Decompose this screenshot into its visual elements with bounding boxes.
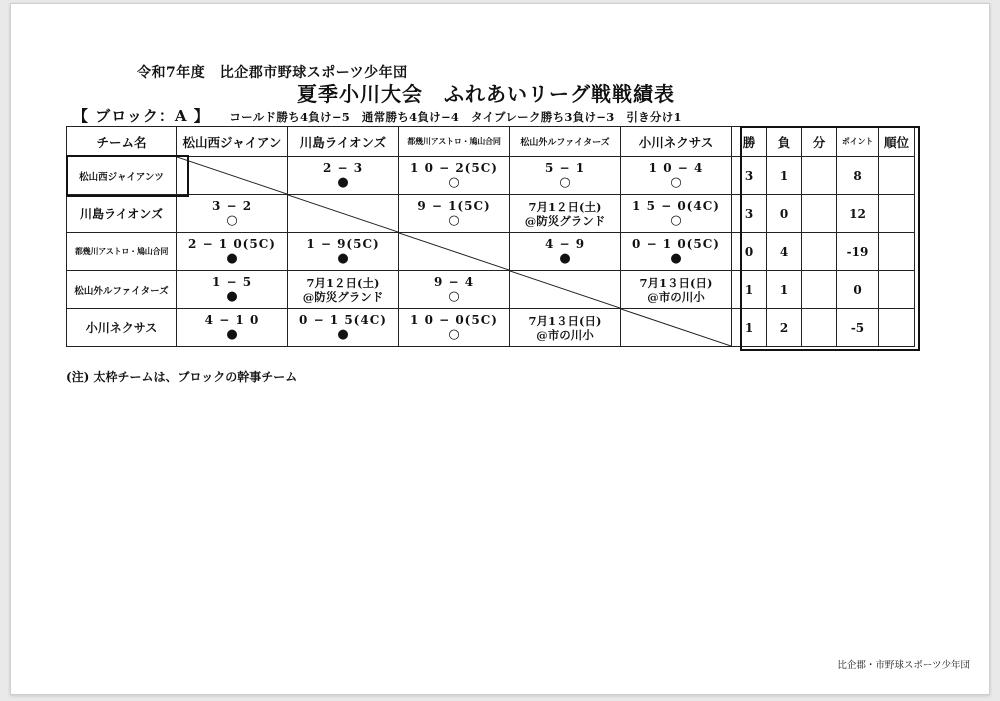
win-mark-icon xyxy=(510,176,620,190)
match-result-cell xyxy=(399,271,510,309)
scheduled-match-cell xyxy=(510,195,621,233)
match-score: 1 − 9(5C) xyxy=(306,237,380,251)
wins-value: 1 xyxy=(732,271,767,309)
match-score: 1 0 − 2(5C) xyxy=(410,161,498,175)
self-match-cell xyxy=(177,157,288,195)
loss-mark-icon xyxy=(288,252,398,266)
loss-mark-icon xyxy=(288,176,398,190)
losses-value: 1 xyxy=(767,271,802,309)
table-row xyxy=(67,309,915,347)
scheduled-match-cell xyxy=(510,309,621,347)
rank-header: 順位 xyxy=(879,127,915,157)
points-value: 12 xyxy=(837,195,879,233)
losses-value: 0 xyxy=(767,195,802,233)
scheduled-match-cell xyxy=(621,271,732,309)
table-row xyxy=(67,157,915,195)
win-mark-icon xyxy=(399,290,509,304)
match-result-cell xyxy=(288,157,399,195)
match-result-cell xyxy=(399,157,510,195)
loss-mark-icon xyxy=(288,328,398,342)
draws-value xyxy=(802,309,837,347)
diagonal-line xyxy=(177,157,287,194)
col-team-header: 小川ネクサス xyxy=(621,127,732,157)
loss-mark-icon xyxy=(177,252,287,266)
match-score: 5 − 1 xyxy=(544,161,586,175)
win-mark-icon xyxy=(399,176,509,190)
corner-header: チーム名 xyxy=(67,127,177,157)
points-value: -5 xyxy=(837,309,879,347)
match-venue: @防災グランド xyxy=(302,289,384,304)
losses-header: 負 xyxy=(767,127,802,157)
loss-mark-icon xyxy=(177,328,287,342)
match-date: 7月1２日(土) xyxy=(306,275,380,290)
match-score: 3 − 2 xyxy=(211,199,253,213)
match-date: 7月1２日(土) xyxy=(528,199,602,214)
block-line xyxy=(73,105,682,126)
match-score: 1 0 − 4 xyxy=(648,161,704,175)
col-team-header: 川島ライオンズ xyxy=(288,127,399,157)
match-venue: @防災グランド xyxy=(524,213,606,228)
diagonal-line xyxy=(288,195,398,232)
match-result-cell xyxy=(399,195,510,233)
match-date: 7月1３日(日) xyxy=(528,313,602,328)
match-score: 9 − 4 xyxy=(433,275,475,289)
header-row xyxy=(67,127,915,157)
match-score: 0 − 1 5(4C) xyxy=(299,313,387,327)
win-mark-icon xyxy=(399,328,509,342)
row-team-name: 松山西ジャイアンツ xyxy=(67,157,177,195)
wins-value: 1 xyxy=(732,309,767,347)
losses-value: 2 xyxy=(767,309,802,347)
diagonal-line xyxy=(510,271,620,308)
draws-value xyxy=(802,195,837,233)
match-result-cell xyxy=(621,195,732,233)
loss-mark-icon xyxy=(177,290,287,304)
rank-value xyxy=(879,195,915,233)
match-score: 0 − 1 0(5C) xyxy=(632,237,720,251)
win-mark-icon xyxy=(621,214,731,228)
col-team-header: 都幾川アストロ・鳩山合同 xyxy=(399,127,510,157)
diagonal-line xyxy=(621,309,731,346)
draws-value xyxy=(802,157,837,195)
match-result-cell xyxy=(399,309,510,347)
match-result-cell xyxy=(288,309,399,347)
match-result-cell xyxy=(288,233,399,271)
rank-value xyxy=(879,157,915,195)
losses-value: 1 xyxy=(767,157,802,195)
self-match-cell xyxy=(288,195,399,233)
rank-value xyxy=(879,309,915,347)
diagonal-line xyxy=(399,233,509,270)
rank-value xyxy=(879,271,915,309)
draws-header: 分 xyxy=(802,127,837,157)
match-result-cell xyxy=(177,233,288,271)
scheduled-match-cell xyxy=(288,271,399,309)
match-score: 1 − 5 xyxy=(211,275,253,289)
results-sheet xyxy=(10,3,990,695)
win-mark-icon xyxy=(177,214,287,228)
match-score: 9 − 1(5C) xyxy=(417,199,491,213)
points-header: ポイント xyxy=(837,127,879,157)
wins-value: 3 xyxy=(732,157,767,195)
match-result-cell xyxy=(177,309,288,347)
points-value: 0 xyxy=(837,271,879,309)
points-value: -19 xyxy=(837,233,879,271)
match-venue: @市の川小 xyxy=(647,289,705,304)
match-result-cell xyxy=(621,157,732,195)
row-team-name: 都幾川アストロ・鳩山合同 xyxy=(67,233,177,271)
points-value: 8 xyxy=(837,157,879,195)
match-score: 2 − 3 xyxy=(322,161,364,175)
match-score: 1 0 − 0(5C) xyxy=(410,313,498,327)
match-result-cell xyxy=(621,233,732,271)
self-match-cell xyxy=(621,309,732,347)
match-result-cell xyxy=(177,271,288,309)
row-team-name: 松山外ルファイターズ xyxy=(67,271,177,309)
match-venue: @市の川小 xyxy=(536,327,594,342)
win-mark-icon xyxy=(399,214,509,228)
scoring-rules: コールド勝ち4負け−5 通常勝ち4負け−4 タイブレーク勝ち3負け−3 引き分け1 xyxy=(229,110,682,124)
page-title: 夏季小川大会 ふれあいリーグ戦戦績表 xyxy=(297,82,675,106)
self-match-cell xyxy=(399,233,510,271)
match-score: 1 5 − 0(4C) xyxy=(632,199,720,213)
col-team-header: 松山外ルファイターズ xyxy=(510,127,621,157)
footnote: (注) 太枠チームは、ブロックの幹事チーム xyxy=(66,370,298,384)
league-table xyxy=(66,126,915,347)
wins-value: 3 xyxy=(732,195,767,233)
win-mark-icon xyxy=(621,176,731,190)
block-label: 【 ブロック：A 】 xyxy=(73,107,210,125)
match-result-cell xyxy=(177,195,288,233)
loss-mark-icon xyxy=(621,252,731,266)
match-score: 2 − 1 0(5C) xyxy=(188,237,276,251)
wins-header: 勝 xyxy=(732,127,767,157)
match-result-cell xyxy=(510,157,621,195)
match-date: 7月1３日(日) xyxy=(639,275,713,290)
table-row xyxy=(67,195,915,233)
draws-value xyxy=(802,271,837,309)
loss-mark-icon xyxy=(510,252,620,266)
match-score: 4 − 9 xyxy=(544,237,586,251)
match-score: 4 − 1 0 xyxy=(204,313,260,327)
row-team-name: 小川ネクサス xyxy=(67,309,177,347)
org-heading: 令和7年度 比企郡市野球スポーツ少年団 xyxy=(137,65,408,81)
losses-value: 4 xyxy=(767,233,802,271)
match-result-cell xyxy=(510,233,621,271)
wins-value: 0 xyxy=(732,233,767,271)
col-team-header: 松山西ジャイアン xyxy=(177,127,288,157)
table-row xyxy=(67,271,915,309)
row-team-name: 川島ライオンズ xyxy=(67,195,177,233)
table-row xyxy=(67,233,915,271)
footer-org: 比企郡・市野球スポーツ少年団 xyxy=(837,660,970,671)
draws-value xyxy=(802,233,837,271)
rank-value xyxy=(879,233,915,271)
self-match-cell xyxy=(510,271,621,309)
